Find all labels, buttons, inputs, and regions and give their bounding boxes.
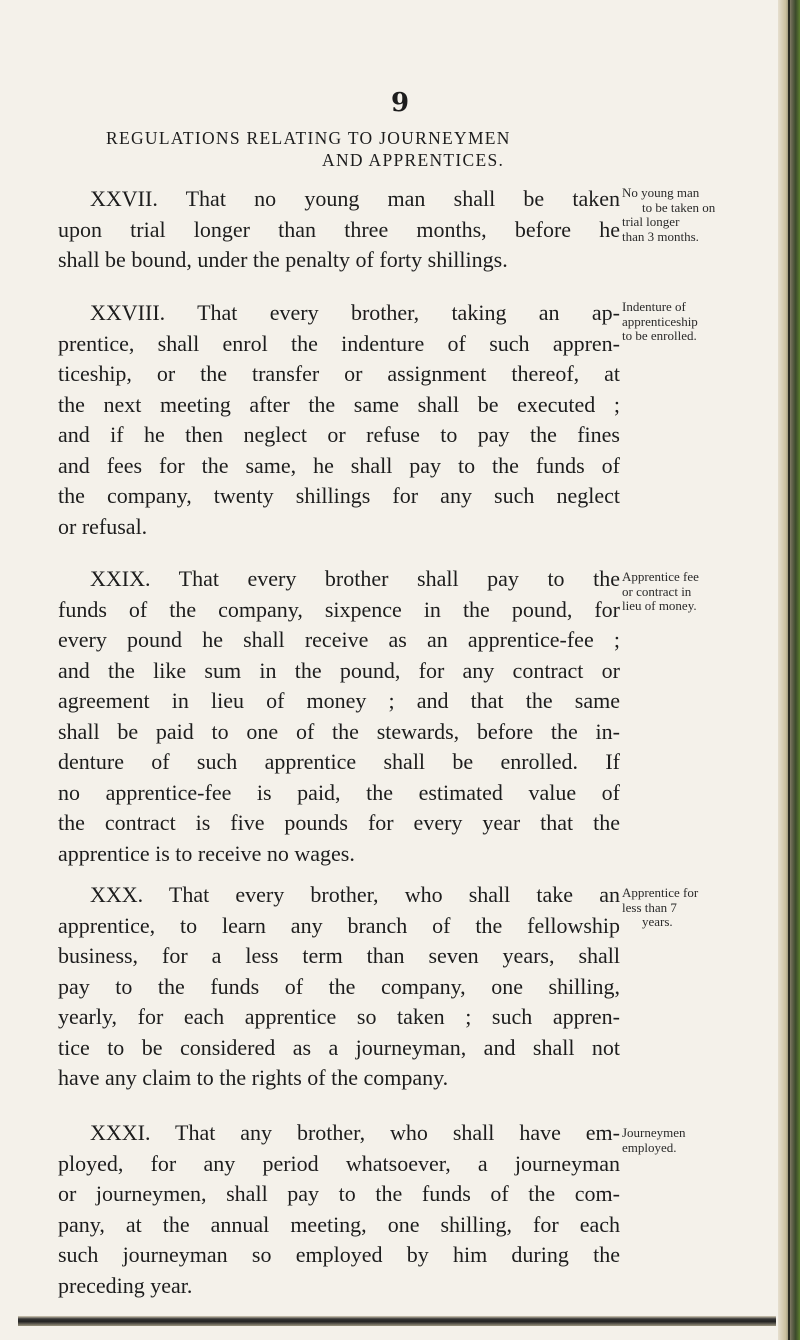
regulation-line: prentice, shall enrol the indenture of such appren- [58,330,620,356]
margin-note-line: No young man [622,185,700,200]
regulation-line: XXVIII. That every brother, taking an ap- [90,300,620,325]
regulation-line: pany, at the annual meeting, one shilling, for each [58,1211,620,1237]
margin-note-xxviii [622,300,792,344]
regulation-line: or journeymen, shall pay to the funds of the com- [58,1181,620,1206]
margin-note-line: less than 7 [622,899,677,915]
regulation-line: upon trial longer than three months, before he [58,216,620,242]
regulation-line: ployed, for any period whatsoever, a journeyman [58,1150,620,1176]
section-heading-line-2: AND APPRENTICES. [322,150,505,170]
regulation-xxix [58,564,620,869]
margin-note-line: Indenture of [622,299,686,314]
regulation-xxx [58,880,620,1094]
margin-note-line: than 3 months. [622,228,699,244]
margin-note-line: or contract in [622,583,692,599]
margin-note-line: Apprentice for [622,885,699,900]
regulation-line: and the like sum in the pound, for any contract or [58,657,620,683]
regulation-line: XXIX. That every brother shall pay to the [90,566,620,591]
regulation-line: denture of such apprentice shall be enrolled. If [58,749,620,774]
margin-note-line: employed. [622,1139,677,1155]
margin-note-line: Journeymen [622,1125,686,1140]
regulation-line: and fees for the same, he shall pay to the funds of [58,452,620,478]
page-number: 9 [390,88,410,118]
margin-note-xxx [622,886,792,930]
margin-note-line: Apprentice fee [622,569,699,584]
regulation-line: and if he then neglect or refuse to pay the fines [58,422,620,447]
regulation-line: preceding year. [58,1272,193,1298]
regulation-line: apprentice, to learn any branch of the fellowship [58,912,620,938]
margin-note-xxvii [622,186,792,244]
regulation-line: shall be bound, under the penalty of forty shillings. [58,247,508,272]
regulation-xxviii [58,298,620,542]
margin-note-xxix [622,570,792,614]
regulation-line: business, for a less term than seven years, shall [58,943,620,968]
margin-note-line: to be taken on [642,199,716,215]
regulation-xxxi [58,1118,620,1301]
regulation-line: the next meeting after the same shall be executed ; [58,391,620,417]
regulation-line: tice to be considered as a journeyman, and shall not [58,1034,620,1060]
regulation-line: every pound he shall receive as an apprentice-fee ; [58,627,620,652]
bottom-rule [18,1316,776,1326]
margin-note-line: to be enrolled. [622,328,697,343]
regulation-line: XXXI. That any brother, who shall have em- [90,1120,620,1145]
regulation-xxvii [58,184,620,276]
regulation-line: XXX. That every brother, who shall take an [90,882,620,907]
regulation-line: yearly, for each apprentice so taken ; such appren- [58,1004,620,1029]
margin-note-line: years. [642,914,673,929]
margin-note-line: apprenticeship [622,313,698,329]
regulation-line: funds of the company, sixpence in the pound, for [58,596,620,622]
regulation-line: shall be paid to one of the stewards, before the in- [58,718,620,744]
regulation-line: XXVII. That no young man shall be taken [90,186,620,211]
regulation-line: apprentice is to receive no wages. [58,840,355,866]
regulation-line: no apprentice-fee is paid, the estimated value of [58,779,620,805]
section-heading-line-1: REGULATIONS RELATING TO JOURNEYMEN [106,128,511,148]
regulation-line: such journeyman so employed by him during the [58,1242,620,1267]
regulation-line: pay to the funds of the company, one shilling, [58,973,620,999]
margin-note-xxxi [622,1126,792,1155]
margin-note-line: trial longer [622,214,680,229]
regulation-line: or refusal. [58,513,148,539]
regulation-line: agreement in lieu of money ; and that the same [58,688,620,713]
regulation-line: the contract is five pounds for every year that the [58,810,620,835]
regulation-line: ticeship, or the transfer or assignment thereof, at [58,361,620,386]
margin-note-line: lieu of money. [622,598,697,613]
regulation-line: have any claim to the rights of the company. [58,1065,449,1090]
regulation-line: the company, twenty shillings for any such neglect [58,483,620,508]
